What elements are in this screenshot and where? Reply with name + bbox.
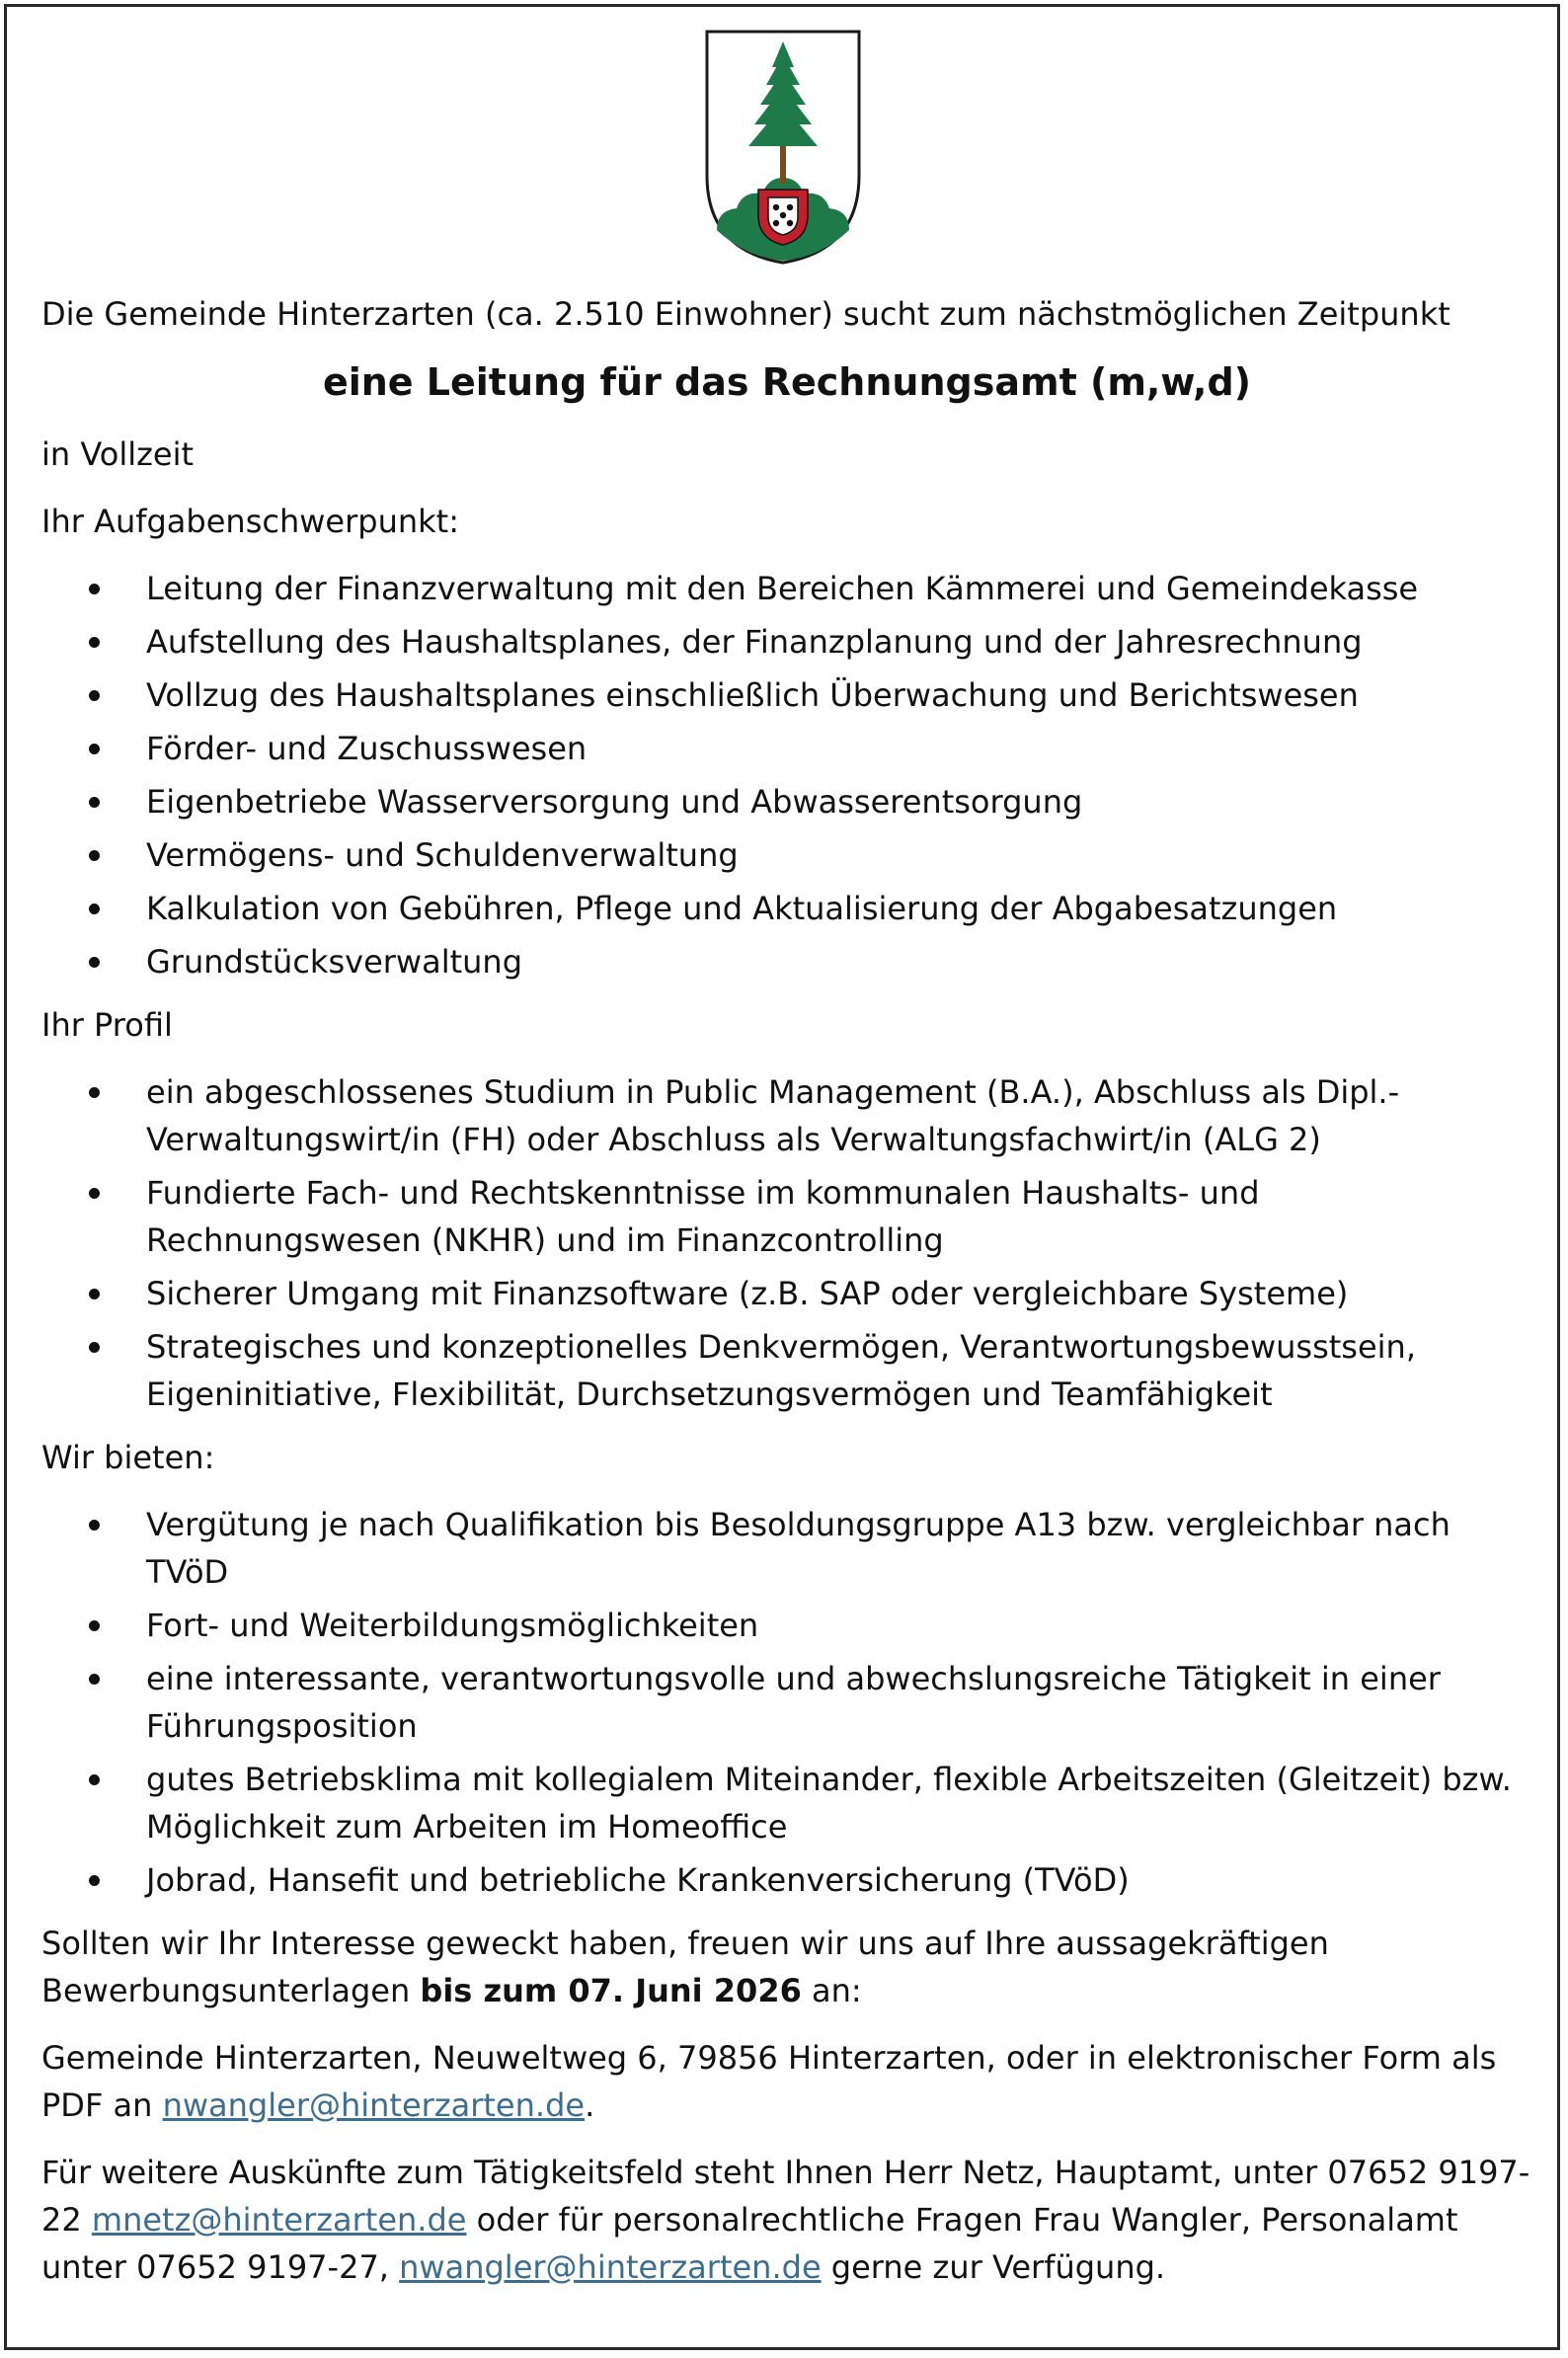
list-item: Fundierte Fach- und Rechtskenntnisse im kommunalen Haushalts- und Rechnungswesen (NKHR) und im Finanzcontrolling	[41, 1169, 1532, 1264]
apply-text: Sollten wir Ihr Interesse geweckt haben, freuen wir uns auf Ihre aussagekräftigen Bewerbungsunterlagen	[41, 1925, 1329, 2009]
list-item: Eigenbetriebe Wasserversorgung und Abwasserentsorgung	[41, 778, 1532, 825]
profile-heading: Ihr Profil	[41, 1006, 173, 1044]
address-text: Gemeinde Hinterzarten, Neuweltweg 6, 79856 Hinterzarten, oder in elektronischer Form als PDF an	[41, 2039, 1497, 2124]
tasks-list	[41, 565, 1532, 985]
list-item: Fort- und Weiterbildungsmöglichkeiten	[41, 1602, 1532, 1649]
list-item: eine interessante, verantwortungsvolle und abwechslungsreiche Tätigkeit in einer Führungsposition	[41, 1655, 1532, 1750]
contact-text: gerne zur Verfügung.	[821, 2248, 1166, 2286]
list-item: Grundstücksverwaltung	[41, 938, 1532, 985]
offer-heading: Wir bieten:	[41, 1439, 215, 1476]
profile-list	[41, 1068, 1532, 1418]
tasks-heading: Ihr Aufgabenschwerpunkt:	[41, 503, 459, 540]
coat-of-arms-fir-tree-icon	[703, 28, 863, 267]
contact-text: Für weitere Auskünfte zum Tätigkeitsfeld steht Ihnen Herr Netz, Hauptamt, unter 07652 9197-22	[41, 2154, 1530, 2239]
list-item: gutes Betriebsklima mit kollegialem Miteinander, flexible Arbeitszeiten (Gleitzeit) bzw. Möglichkeit zum Arbeiten im Homeoffice	[41, 1756, 1532, 1850]
list-item: Vermögens- und Schuldenverwaltung	[41, 831, 1532, 879]
offer-list	[41, 1501, 1532, 1904]
list-item: Strategisches und konzeptionelles Denkvermögen, Verantwortungsbewusstsein, Eigeninitiative, Flexibilität, Durchsetzungsvermögen und Teamfähigkeit	[41, 1323, 1532, 1418]
address-end: .	[585, 2086, 595, 2124]
application-paragraph	[41, 1920, 1532, 2014]
intro-text: Die Gemeinde Hinterzarten (ca. 2.510 Einwohner) sucht zum nächstmöglichen Zeitpunkt	[41, 295, 1450, 333]
email-link-wangler[interactable]: nwangler@hinterzarten.de	[162, 2086, 586, 2124]
list-item: Kalkulation von Gebühren, Pflege und Aktualisierung der Abgabesatzungen	[41, 885, 1532, 932]
address-paragraph	[41, 2034, 1532, 2129]
job-title: eine Leitung für das Rechnungsamt (m,w,d)	[322, 360, 1252, 404]
contact-text: oder für personalrechtliche Fragen Frau Wangler, Personalamt unter 07652 9197-27,	[41, 2201, 1458, 2286]
list-item: Jobrad, Hansefit und betriebliche Krankenversicherung (TVöD)	[41, 1856, 1532, 1904]
list-item: ein abgeschlossenes Studium in Public Management (B.A.), Abschluss als Dipl.-Verwaltungswirt/in (FH) oder Abschluss als Verwaltungsfachwirt/in (ALG 2)	[41, 1068, 1532, 1163]
apply-text-end: an:	[801, 1972, 862, 2009]
job-posting	[41, 290, 1532, 2311]
list-item: Leitung der Finanzverwaltung mit den Bereichen Kämmerei und Gemeindekasse	[41, 565, 1532, 612]
email-link-wangler[interactable]: nwangler@hinterzarten.de	[399, 2248, 822, 2286]
list-item: Vergütung je nach Qualifikation bis Besoldungsgruppe A13 bzw. vergleichbar nach TVöD	[41, 1501, 1532, 1596]
list-item: Aufstellung des Haushaltsplanes, der Finanzplanung und der Jahresrechnung	[41, 618, 1532, 666]
list-item: Förder- und Zuschusswesen	[41, 725, 1532, 772]
list-item: Sicherer Umgang mit Finanzsoftware (z.B. SAP oder vergleichbare Systeme)	[41, 1270, 1532, 1317]
list-item: Vollzug des Haushaltsplanes einschließlich Überwachung und Berichtswesen	[41, 671, 1532, 719]
email-link-netz[interactable]: mnetz@hinterzarten.de	[91, 2201, 467, 2239]
deadline: bis zum 07. Juni 2026	[420, 1972, 802, 2009]
contact-paragraph	[41, 2149, 1532, 2291]
employment-type: in Vollzeit	[41, 435, 195, 473]
